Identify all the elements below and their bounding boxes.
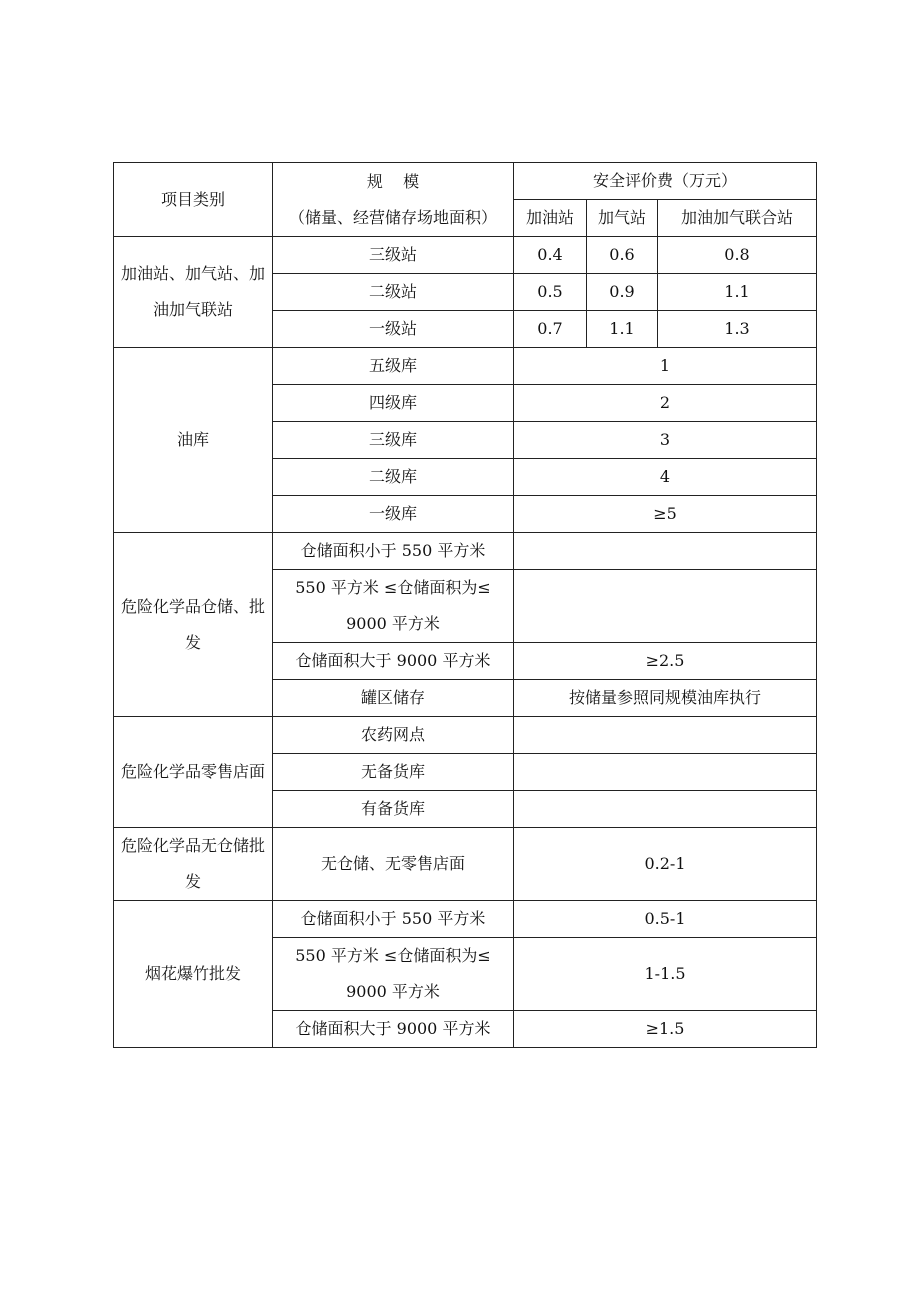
table-row	[114, 828, 817, 901]
table-row	[114, 901, 817, 938]
scale-cell: 仓储面积小于 550 平方米	[273, 901, 514, 938]
scale-cell: 罐区储存	[273, 680, 514, 717]
header-fee-title: 安全评价费（万元）	[514, 163, 817, 200]
fee-cell	[514, 791, 817, 828]
category-chem-retail: 危险化学品零售店面	[114, 717, 273, 828]
scale-cell: 550 平方米 ≤仓储面积为≤ 9000 平方米	[273, 938, 514, 1011]
fee-cell: 3	[514, 422, 817, 459]
fee-cell: ≥5	[514, 496, 817, 533]
scale-cell: 仓储面积小于 550 平方米	[273, 533, 514, 570]
fee-cell: 1	[514, 348, 817, 385]
scale-cell: 二级库	[273, 459, 514, 496]
fee-combo-cell: 0.8	[658, 237, 817, 274]
table-row	[114, 237, 817, 274]
scale-cell: 一级站	[273, 311, 514, 348]
header-scale-title: 规 模	[366, 171, 420, 191]
scale-cell: 一级库	[273, 496, 514, 533]
scale-cell: 无仓储、无零售店面	[273, 828, 514, 901]
scale-cell: 三级库	[273, 422, 514, 459]
table-header-row-1	[114, 163, 817, 200]
fee-cell: 0.2-1	[514, 828, 817, 901]
scale-cell: 五级库	[273, 348, 514, 385]
fee-cell: 0.5-1	[514, 901, 817, 938]
category-fireworks: 烟花爆竹批发	[114, 901, 273, 1048]
scale-cell: 无备货库	[273, 754, 514, 791]
fee-cell: 4	[514, 459, 817, 496]
header-scale	[273, 163, 514, 237]
header-category: 项目类别	[114, 163, 273, 237]
scale-cell: 仓储面积大于 9000 平方米	[273, 643, 514, 680]
scale-cell: 仓储面积大于 9000 平方米	[273, 1011, 514, 1048]
fee-cell	[514, 570, 817, 643]
header-scale-sub: （储量、经营储存场地面积）	[288, 207, 497, 227]
scale-cell: 农药网点	[273, 717, 514, 754]
fee-cell: ≥1.5	[514, 1011, 817, 1048]
fee-combo-cell: 1.3	[658, 311, 817, 348]
fee-oil-cell: 0.5	[514, 274, 587, 311]
fee-gas-cell: 1.1	[587, 311, 658, 348]
scale-cell: 二级站	[273, 274, 514, 311]
fee-cell: 2	[514, 385, 817, 422]
scale-cell: 三级站	[273, 237, 514, 274]
header-fee-col-gas: 加气站	[587, 200, 658, 237]
scale-cell: 四级库	[273, 385, 514, 422]
header-fee-col-oil: 加油站	[514, 200, 587, 237]
scale-cell: 550 平方米 ≤仓储面积为≤ 9000 平方米	[273, 570, 514, 643]
fee-cell	[514, 754, 817, 791]
category-depot: 油库	[114, 348, 273, 533]
safety-assessment-fee-table	[113, 162, 817, 1048]
category-chem-storage: 危险化学品仓储、批发	[114, 533, 273, 717]
scale-cell: 有备货库	[273, 791, 514, 828]
fee-oil-cell: 0.7	[514, 311, 587, 348]
fee-oil-cell: 0.4	[514, 237, 587, 274]
fee-gas-cell: 0.9	[587, 274, 658, 311]
fee-cell	[514, 533, 817, 570]
category-stations: 加油站、加气站、加油加气联站	[114, 237, 273, 348]
category-chem-wholesale: 危险化学品无仓储批发	[114, 828, 273, 901]
fee-cell: 按储量参照同规模油库执行	[514, 680, 817, 717]
table-row	[114, 717, 817, 754]
fee-cell: ≥2.5	[514, 643, 817, 680]
fee-combo-cell: 1.1	[658, 274, 817, 311]
fee-cell	[514, 717, 817, 754]
table-row	[114, 348, 817, 385]
fee-cell: 1-1.5	[514, 938, 817, 1011]
table-row	[114, 533, 817, 570]
fee-gas-cell: 0.6	[587, 237, 658, 274]
header-fee-col-combo: 加油加气联合站	[658, 200, 817, 237]
